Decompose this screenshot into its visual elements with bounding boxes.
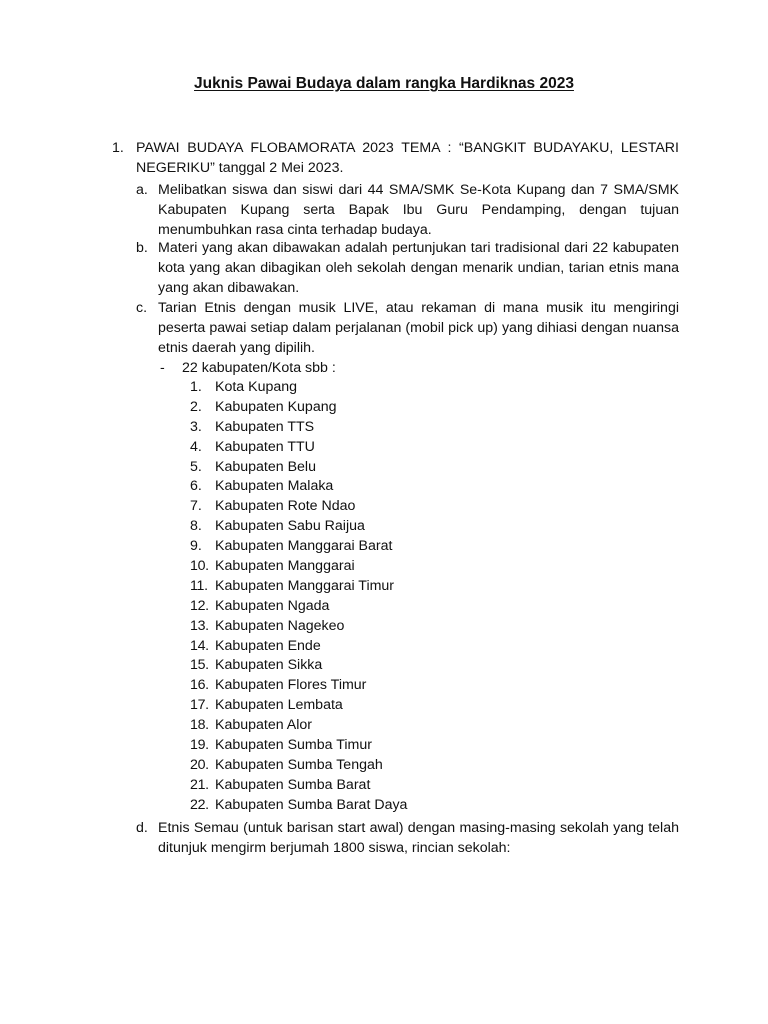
dash-marker: - bbox=[160, 360, 165, 376]
list-item-name: Kabupaten Ngada bbox=[215, 597, 330, 614]
list-item-name: Kabupaten Sumba Barat bbox=[215, 776, 371, 793]
list-item-number: 22. bbox=[190, 796, 209, 813]
list-item bbox=[190, 477, 570, 497]
list-item bbox=[190, 517, 570, 537]
sub-item-marker: d. bbox=[136, 820, 148, 836]
list-item-number: 12. bbox=[190, 597, 209, 614]
list-item-name: Kota Kupang bbox=[215, 379, 298, 395]
list-item-name: Kabupaten Kupang bbox=[215, 398, 337, 415]
list-item-number: 9. bbox=[190, 538, 202, 555]
sub-item-marker: c. bbox=[136, 300, 148, 316]
list-item bbox=[190, 398, 570, 418]
list-item bbox=[190, 676, 570, 696]
item-text: PAWAI BUDAYA FLOBAMORATA 2023 TEMA : “BANGKIT BUDAYAKU, LESTARI NEGERIKU” tanggal 2 Mei 2023. bbox=[136, 140, 679, 176]
list-item-name: Kabupaten Manggarai bbox=[215, 558, 355, 575]
list-item bbox=[190, 637, 570, 657]
list-item bbox=[190, 716, 570, 736]
list-item bbox=[190, 696, 570, 716]
list-item-number: 4. bbox=[190, 438, 202, 455]
item-number: 1. bbox=[112, 140, 124, 156]
list-item bbox=[190, 557, 570, 577]
list-item bbox=[190, 756, 570, 776]
list-item-name: Kabupaten Alor bbox=[215, 717, 313, 734]
list-item bbox=[190, 458, 570, 478]
list-item bbox=[190, 736, 570, 756]
list-item-number: 17. bbox=[190, 697, 209, 714]
list-item bbox=[190, 497, 570, 517]
list-item-number: 1. bbox=[190, 379, 202, 395]
list-item bbox=[190, 776, 570, 796]
list-item-number: 3. bbox=[190, 418, 202, 435]
list-item-name: Kabupaten Ende bbox=[215, 637, 321, 654]
list-item-name: Kabupaten Sumba Barat Daya bbox=[215, 796, 408, 813]
kabupaten-list bbox=[190, 378, 570, 816]
list-item-name: Kabupaten Nagekeo bbox=[215, 617, 345, 634]
list-item-name: Kabupaten TTS bbox=[215, 418, 315, 435]
list-item-name: Kabupaten Malaka bbox=[215, 478, 334, 495]
list-item-number: 21. bbox=[190, 776, 209, 793]
list-item-number: 5. bbox=[190, 458, 202, 475]
sub-item-text: Etnis Semau (untuk barisan start awal) dengan masing-masing sekolah yang telah ditunjuk mengirm berjumah 1800 siswa, rincian sekolah: bbox=[158, 820, 679, 856]
list-item-name: Kabupaten Sikka bbox=[215, 657, 323, 674]
sub-item-text: Melibatkan siswa dan siswi dari 44 SMA/SMK Se-Kota Kupang dan 7 SMA/SMK Kabupaten Kupang serta Bapak Ibu Guru Pendamping, dengan tujuan menumbuhkan rasa cinta terhadap budaya. bbox=[158, 182, 679, 238]
list-item-name: Kabupaten Belu bbox=[215, 458, 316, 475]
list-item-number: 10. bbox=[190, 558, 209, 575]
list-item-number: 8. bbox=[190, 518, 202, 535]
list-item-number: 20. bbox=[190, 756, 209, 773]
list-item-name: Kabupaten Manggarai Barat bbox=[215, 538, 393, 555]
list-item bbox=[190, 438, 570, 458]
list-item bbox=[190, 537, 570, 557]
list-item-number: 13. bbox=[190, 617, 209, 634]
list-item-name: Kabupaten Lembata bbox=[215, 697, 343, 714]
list-item-number: 19. bbox=[190, 737, 209, 754]
sub-item-marker: b. bbox=[136, 240, 148, 256]
sub-item-marker: a. bbox=[136, 182, 148, 198]
list-item-number: 18. bbox=[190, 717, 209, 734]
dash-item-text: 22 kabupaten/Kota sbb : bbox=[182, 360, 336, 376]
list-item-name: Kabupaten Rote Ndao bbox=[215, 498, 356, 515]
list-item-name: Kabupaten Flores Timur bbox=[215, 677, 367, 694]
list-item bbox=[190, 656, 570, 676]
list-item bbox=[190, 597, 570, 617]
list-item bbox=[190, 796, 570, 816]
sub-item-text: Tarian Etnis dengan musik LIVE, atau rekaman di mana musik itu mengiringi peserta pawai setiap dalam perjalanan (mobil pick up) yang dihiasi dengan nuansa etnis daerah yang dipilih. bbox=[158, 300, 679, 356]
list-item-number: 16. bbox=[190, 677, 209, 694]
list-item bbox=[190, 418, 570, 438]
list-item-name: Kabupaten Sumba Timur bbox=[215, 737, 372, 754]
list-item-number: 2. bbox=[190, 398, 202, 415]
sub-item-text: Materi yang akan dibawakan adalah pertunjukan tari tradisional dari 22 kabupaten kota yang akan dibagikan oleh sekolah dengan menarik undian, tarian etnis mana yang akan dibawakan. bbox=[158, 240, 679, 296]
list-item bbox=[190, 378, 570, 398]
list-item-name: Kabupaten Manggarai Timur bbox=[215, 577, 395, 594]
list-item-number: 14. bbox=[190, 637, 209, 654]
list-item-name: Kabupaten TTU bbox=[215, 438, 315, 455]
list-item-number: 11. bbox=[190, 577, 208, 594]
list-item-name: Kabupaten Sabu Raijua bbox=[215, 518, 365, 535]
list-item-number: 15. bbox=[190, 657, 209, 674]
document-title: Juknis Pawai Budaya dalam rangka Hardiknas 2023 bbox=[194, 75, 574, 92]
list-item-name: Kabupaten Sumba Tengah bbox=[215, 756, 383, 773]
list-item-number: 6. bbox=[190, 478, 202, 495]
list-item bbox=[190, 617, 570, 637]
list-item-number: 7. bbox=[190, 498, 202, 515]
list-item bbox=[190, 577, 570, 597]
